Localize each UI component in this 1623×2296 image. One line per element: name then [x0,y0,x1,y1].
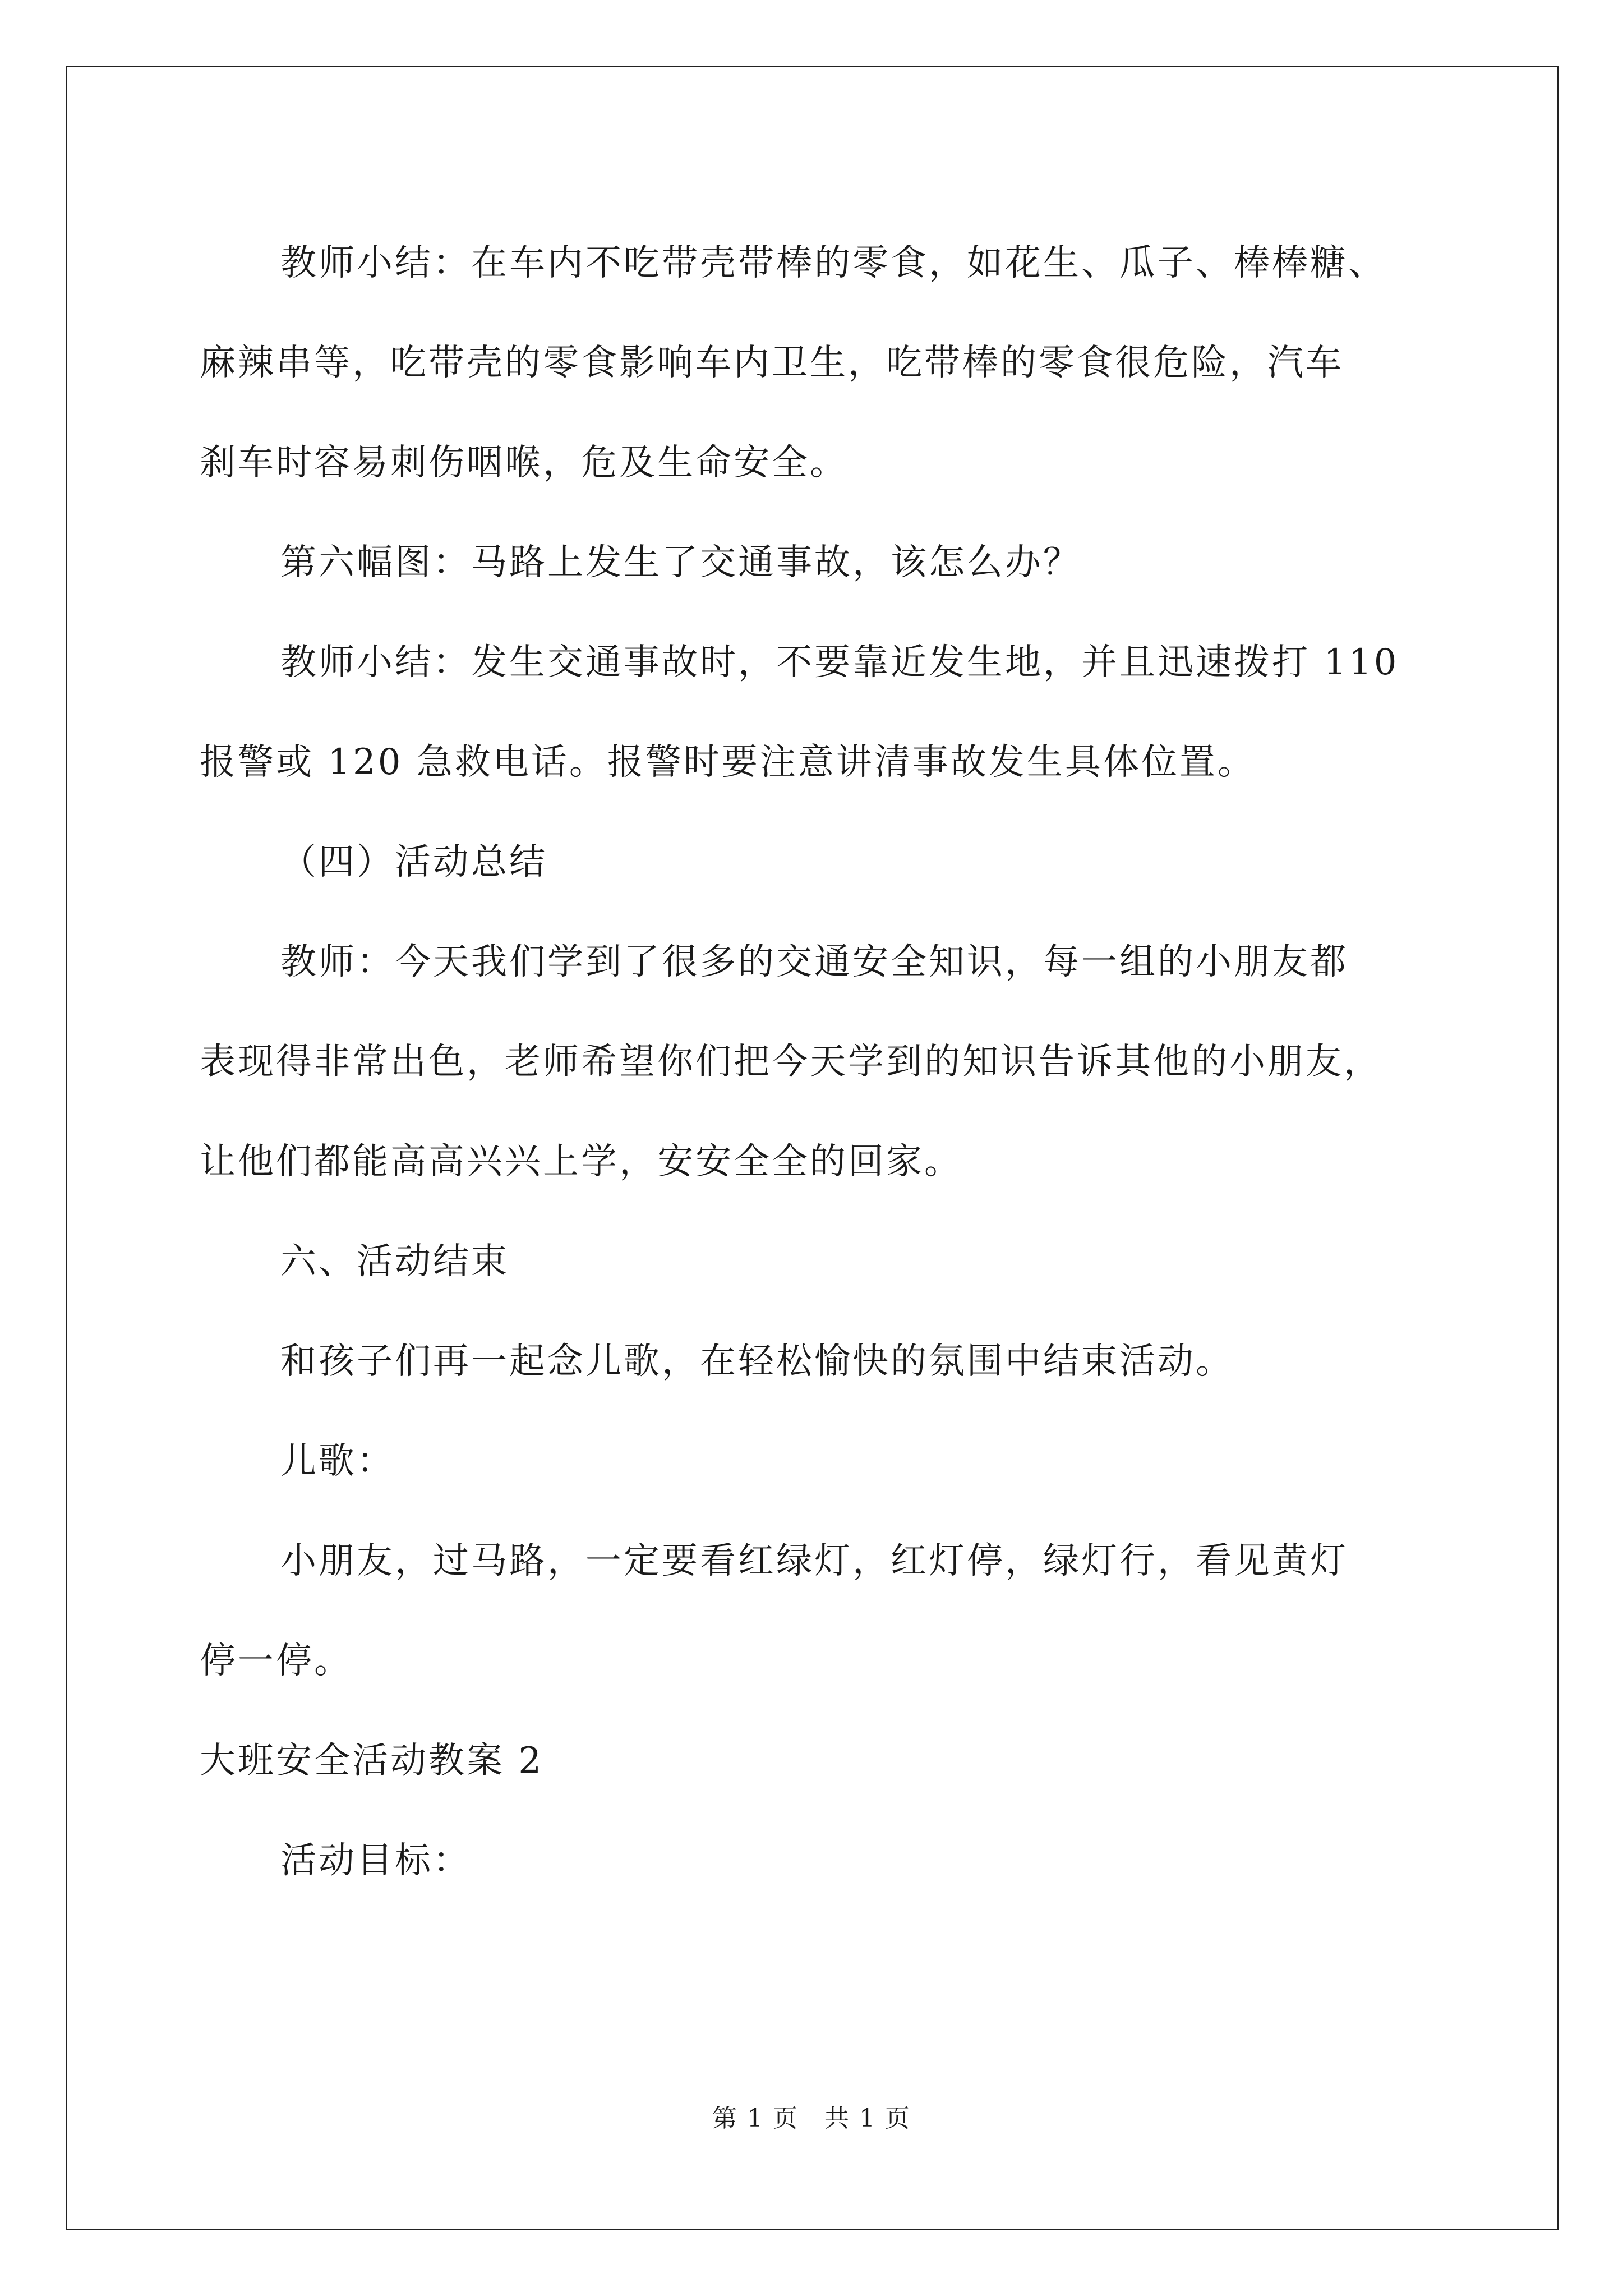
paragraph-line: 小朋友，过马路，一定要看红绿灯，红灯停，绿灯行，看见黄灯 [280,1540,1348,1582]
section-heading: 活动目标： [280,1840,471,1881]
paragraph-line: 教师小结：发生交通事故时，不要靠近发生地，并且迅速拨打 110 [280,642,1399,683]
paragraph-line: 刹车时容易刺伤咽喉，危及生命安全。 [200,442,848,484]
document-title: 大班安全活动教案 2 [200,1740,544,1782]
page-number-footer: 第 1 页 共 1 页 [712,2104,911,2133]
paragraph-line: 和孩子们再一起念儿歌，在轻松愉快的氛围中结束活动。 [280,1341,1234,1382]
document-body [200,213,1490,1911]
paragraph-line: 麻辣串等，吃带壳的零食影响车内卫生，吃带棒的零食很危险，汽车 [200,342,1344,384]
paragraph-line: 第六幅图：马路上发生了交通事故，该怎么办？ [280,542,1081,583]
paragraph-line: 停一停。 [200,1640,352,1682]
paragraph-line: 报警或 120 急救电话。报警时要注意讲清事故发生具体位置。 [200,742,1256,783]
paragraph-line: 表现得非常出色，老师希望你们把今天学到的知识告诉其他的小朋友， [200,1041,1382,1083]
section-heading: 六、活动结束 [280,1241,509,1282]
paragraph-line: 教师：今天我们学到了很多的交通安全知识，每一组的小朋友都 [280,941,1348,983]
paragraph-line: 儿歌： [280,1441,395,1482]
section-heading: （四）活动总结 [280,841,547,883]
paragraph-line: 教师小结：在车内不吃带壳带棒的零食，如花生、瓜子、棒棒糖、 [280,242,1386,284]
paragraph-line: 让他们都能高高兴兴上学，安安全全的回家。 [200,1141,962,1182]
